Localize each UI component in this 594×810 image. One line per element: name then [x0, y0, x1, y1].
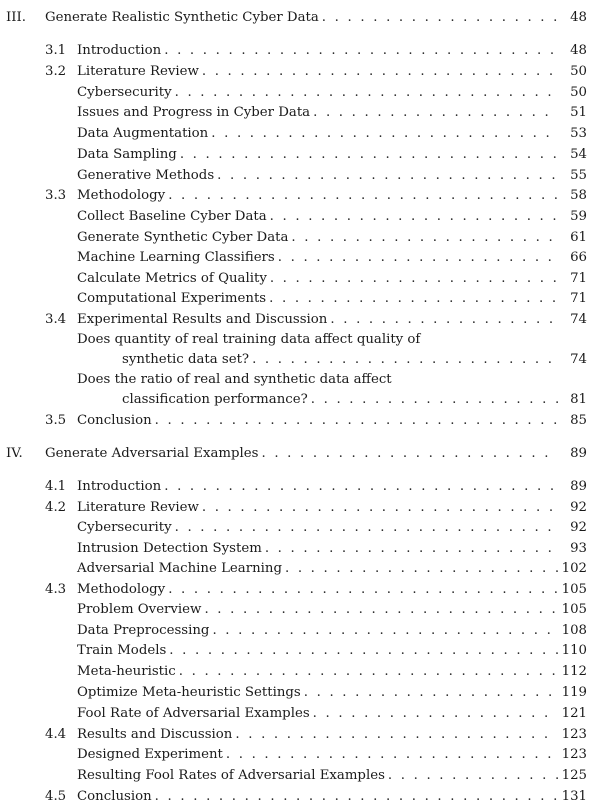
- toc-entry-page: 50: [570, 85, 587, 100]
- dot-leader: [155, 789, 558, 805]
- toc-entry-title: Optimize Meta-heuristic Settings: [77, 685, 304, 701]
- toc-entry-title: Methodology: [77, 188, 168, 204]
- toc-entry-leader: [77, 230, 558, 246]
- toc-entry-page: 102: [561, 561, 587, 576]
- dot-leader: [313, 105, 558, 121]
- toc-entry-leader: [77, 479, 558, 495]
- toc-entry-leader: [77, 291, 558, 307]
- dot-leader: [270, 209, 558, 225]
- toc-entry-page: 50: [570, 64, 587, 79]
- toc-entry-leader: [77, 602, 558, 618]
- toc-entry-title: Introduction: [77, 43, 164, 59]
- toc-entry-page: 71: [570, 291, 587, 306]
- toc-entry-title: Issues and Progress in Cyber Data: [77, 105, 313, 121]
- toc-entry-title: Literature Review: [77, 500, 202, 516]
- toc-entry-title: Calculate Metrics of Quality: [77, 271, 270, 287]
- toc-entry-leader: [77, 126, 558, 142]
- toc-entry-title: Data Sampling: [77, 147, 180, 163]
- toc-entry-leader: [77, 541, 558, 557]
- toc-entry-leader: [77, 706, 558, 722]
- dot-leader: [270, 271, 558, 287]
- dot-leader: [330, 312, 558, 328]
- toc-entry-title: Resulting Fool Rates of Adversarial Examples: [77, 768, 388, 784]
- dot-leader: [217, 168, 558, 184]
- toc-entry-page: 59: [570, 209, 587, 224]
- toc-entry-page: 125: [561, 768, 587, 783]
- dot-leader: [175, 85, 558, 101]
- dot-leader: [155, 413, 558, 429]
- dot-leader: [175, 520, 558, 536]
- toc-entry-leader: [77, 271, 558, 287]
- toc-entry-number: 3.2: [45, 64, 67, 79]
- toc-entry-number: IV.: [6, 446, 23, 461]
- toc-entry-leader: [77, 520, 558, 536]
- toc-entry-title: Conclusion: [77, 413, 155, 429]
- toc-entry-title: Data Augmentation: [77, 126, 211, 142]
- toc-entry-title: Cybersecurity: [77, 85, 175, 101]
- dot-leader: [164, 43, 558, 59]
- dot-leader: [278, 250, 558, 266]
- toc-entry-title: Generative Methods: [77, 168, 217, 184]
- toc-entry-title: classification performance?: [122, 392, 311, 408]
- dot-leader: [252, 352, 558, 368]
- toc-entry-page: 48: [570, 10, 587, 25]
- toc-entry-leader: [77, 188, 558, 204]
- toc-entry-page: 119: [561, 685, 587, 700]
- toc-entry-page: 51: [570, 105, 587, 120]
- toc-entry-leader: [77, 43, 558, 59]
- toc-entry-title: Generate Adversarial Examples: [45, 446, 261, 462]
- toc-entry-title: Experimental Results and Discussion: [77, 312, 330, 328]
- toc-entry-page: 105: [561, 602, 587, 617]
- dot-leader: [269, 291, 558, 307]
- toc-entry-leader: [77, 727, 558, 743]
- toc-entry-page: 66: [570, 250, 587, 265]
- dot-leader: [322, 10, 558, 26]
- dot-leader: [311, 392, 558, 408]
- dot-leader: [304, 685, 558, 701]
- toc-entry-leader: [77, 85, 558, 101]
- toc-entry-page: 61: [570, 230, 587, 245]
- toc-entry-page: 92: [570, 520, 587, 535]
- toc-entry-page: 48: [570, 43, 587, 58]
- toc-entry-page: 112: [561, 664, 587, 679]
- dot-leader: [204, 602, 558, 618]
- toc-entry-page: 123: [561, 727, 587, 742]
- toc-entry-leader: [77, 168, 558, 184]
- toc-entry-number: 3.3: [45, 188, 67, 203]
- toc-entry-leader: [45, 446, 558, 462]
- toc-entry-page: 81: [570, 392, 587, 407]
- toc-entry-leader: [77, 685, 558, 701]
- toc-entry-leader: [77, 623, 558, 639]
- toc-entry-title: Methodology: [77, 582, 168, 598]
- dot-leader: [164, 479, 558, 495]
- dot-leader: [211, 126, 558, 142]
- toc-entry-leader: [77, 64, 558, 80]
- dot-leader: [265, 541, 558, 557]
- dot-leader: [169, 643, 558, 659]
- toc-entry-leader: [77, 747, 558, 763]
- toc-entry-number: 4.2: [45, 500, 67, 515]
- toc-entry-title: Generate Realistic Synthetic Cyber Data: [45, 10, 322, 26]
- toc-entry-leader: [77, 643, 558, 659]
- toc-entry-title: Collect Baseline Cyber Data: [77, 209, 270, 225]
- toc-entry-leader: [77, 413, 558, 429]
- toc-entry-page: 71: [570, 271, 587, 286]
- toc-entry-title: Does quantity of real training data affect quality of: [77, 332, 421, 347]
- toc-entry-page: 92: [570, 500, 587, 515]
- toc-entry-title: Generate Synthetic Cyber Data: [77, 230, 291, 246]
- toc-entry-title: Literature Review: [77, 64, 202, 80]
- dot-leader: [202, 64, 558, 80]
- toc-entry-page: 53: [570, 126, 587, 141]
- toc-entry-leader: [77, 561, 558, 577]
- dot-leader: [226, 747, 558, 763]
- dot-leader: [212, 623, 558, 639]
- toc-entry-title: synthetic data set?: [122, 352, 252, 368]
- toc-entry-number: 4.1: [45, 479, 67, 494]
- toc-entry-leader: [122, 352, 558, 368]
- toc-entry-title: Conclusion: [77, 789, 155, 805]
- toc-entry-title: Train Models: [77, 643, 169, 659]
- toc-entry-leader: [77, 500, 558, 516]
- toc-entry-number: 3.5: [45, 413, 67, 428]
- toc-entry-page: 55: [570, 168, 587, 183]
- toc-entry-title: Cybersecurity: [77, 520, 175, 536]
- dot-leader: [235, 727, 558, 743]
- toc-entry-page: 74: [570, 312, 587, 327]
- dot-leader: [168, 188, 558, 204]
- toc-entry-title: Meta-heuristic: [77, 664, 179, 680]
- toc-entry-number: III.: [6, 10, 26, 25]
- toc-entry-title: Does the ratio of real and synthetic data affect: [77, 372, 392, 387]
- dot-leader: [291, 230, 558, 246]
- toc-entry-page: 131: [561, 789, 587, 804]
- toc-entry-page: 123: [561, 747, 587, 762]
- toc-entry-leader: [77, 250, 558, 266]
- toc-entry-title: Fool Rate of Adversarial Examples: [77, 706, 313, 722]
- toc-entry-title: Machine Learning Classifiers: [77, 250, 278, 266]
- dot-leader: [285, 561, 558, 577]
- toc-entry-page: 85: [570, 413, 587, 428]
- toc-entry-leader: [77, 147, 558, 163]
- toc-entry-leader: [77, 105, 558, 121]
- toc-entry-title: Intrusion Detection System: [77, 541, 265, 557]
- toc-entry-page: 54: [570, 147, 587, 162]
- toc-entry-page: 93: [570, 541, 587, 556]
- dot-leader: [168, 582, 558, 598]
- toc-entry-title: Adversarial Machine Learning: [77, 561, 285, 577]
- toc-entry-page: 58: [570, 188, 587, 203]
- toc-entry-title: Problem Overview: [77, 602, 204, 618]
- toc-entry-page: 121: [561, 706, 587, 721]
- toc-entry-leader: [122, 392, 558, 408]
- toc-entry-title: Data Preprocessing: [77, 623, 212, 639]
- toc-entry-leader: [77, 664, 558, 680]
- toc-entry-leader: [77, 768, 558, 784]
- toc-entry-number: 3.1: [45, 43, 67, 58]
- toc-entry-leader: [77, 209, 558, 225]
- toc-entry-number: 4.4: [45, 727, 67, 742]
- toc-entry-leader: [45, 10, 558, 26]
- dot-leader: [179, 664, 558, 680]
- toc-entry-leader: [77, 582, 558, 598]
- dot-leader: [388, 768, 558, 784]
- toc-entry-page: 108: [561, 623, 587, 638]
- toc-entry-page: 89: [570, 479, 587, 494]
- toc-entry-page: 110: [561, 643, 587, 658]
- toc-entry-number: 4.5: [45, 789, 67, 804]
- toc-entry-page: 105: [561, 582, 587, 597]
- dot-leader: [180, 147, 558, 163]
- toc-entry-title: Designed Experiment: [77, 747, 226, 763]
- toc-entry-page: 74: [570, 352, 587, 367]
- toc-entry-leader: [77, 789, 558, 805]
- toc-entry-number: 3.4: [45, 312, 67, 327]
- toc-entry-title: Introduction: [77, 479, 164, 495]
- toc-entry-title: Computational Experiments: [77, 291, 269, 307]
- toc-entry-title: Results and Discussion: [77, 727, 235, 743]
- toc-entry-page: 89: [570, 446, 587, 461]
- dot-leader: [261, 446, 558, 462]
- toc-entry-number: 4.3: [45, 582, 67, 597]
- toc-entry-leader: [77, 312, 558, 328]
- dot-leader: [202, 500, 558, 516]
- dot-leader: [313, 706, 558, 722]
